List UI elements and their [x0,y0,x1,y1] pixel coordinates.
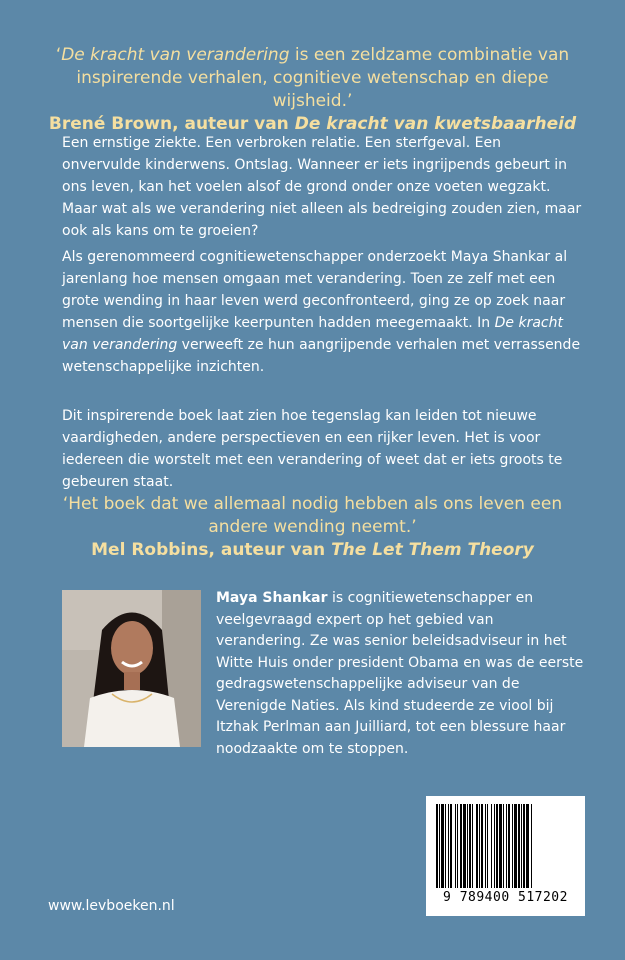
quote-close-mark: ’ [346,91,353,111]
quote-open-mark: ‘ [55,45,62,65]
attribution-title: De kracht van kwetsbaarheid [294,114,577,134]
quote-attribution [91,540,534,560]
attribution-prefix: Mel Robbins, auteur van [91,540,332,560]
publisher-website[interactable]: www.levboeken.nl [48,898,175,914]
quote-text: ‘Het boek dat we allemaal nodig hebben als ons leven een andere wending neemt.’ [62,494,563,537]
blurb-paragraph-2 [62,246,582,378]
isbn-digits: 9 789400 517202 [443,890,568,905]
barcode-bars [426,796,585,892]
endorsement-quote-top [40,44,585,136]
author-bio [216,588,586,760]
author-photo [62,590,201,747]
paragraph-text: Als gerenommeerd cognitiewetenschapper onderzoekt Maya Shankar al jarenlang hoe mensen omgaan met verandering. Toen ze zelf met een grote wending in haar leven werd geconfronteerd, ging ze op zoek naar mensen die soortgelijke keerpunten hadden meegemaakt. In [62,249,568,331]
quote-attribution [49,114,576,134]
attribution-prefix: Brené Brown, auteur van [48,114,295,134]
quote-text: is een zeldzame combinatie van inspirerende verhalen, cognitieve wetenschap en diepe wijsheid. [76,45,570,111]
author-name: Maya Shankar [216,590,328,606]
blurb-paragraph-3: Dit inspirerende boek laat zien hoe tegenslag kan leiden tot nieuwe vaardigheden, andere perspectieven en een rijker leven. Het is voor iedereen die worstelt met een verandering of weet dat er iets groots te gebeuren staat. [62,408,563,490]
bio-text: is cognitiewetenschapper en veelgevraagd expert op het gebied van verandering. Ze was senior beleidsadviseur in het Witte Huis onder president Obama en was de eerste gedragswetenschappelijke adviseur van de Verenigde Naties. Als kind studeerde ze viool bij Itzhak Perlman aan Juilliard, tot een blessure haar noodzaakte om te stoppen. [216,590,584,757]
quote-book-title: De kracht van verandering [61,45,290,65]
paragraph-text-end: verweeft ze hun aangrijpende verhalen met verrassende wetenschappelijke inzichten. [62,337,581,375]
blurb-paragraph-1: Een ernstige ziekte. Een verbroken relatie. Een sterfgeval. Een onvervulde kinderwens. Ontslag. Wanneer er iets ingrijpends gebeurt in ons leven, kan het voelen alsof de grond onder onze voeten wegzakt. Maar wat als we verandering niet alleen als bedreiging zouden zien, maar ook als kans om te groeien? [62,135,582,239]
isbn-barcode [426,796,585,916]
attribution-title: The Let Them Theory [331,540,534,560]
paragraph-book-title: De kracht van verandering [62,315,563,353]
endorsement-quote-bottom [40,493,585,562]
